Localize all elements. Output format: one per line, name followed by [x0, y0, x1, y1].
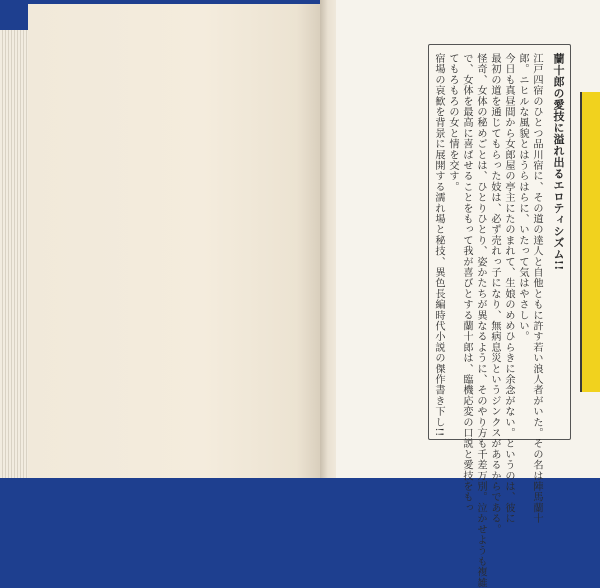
blurb-line: 宿場の哀歓を背景に展開する濡れ場と秘技、異色長編時代小説の傑作書き下し!! [433, 53, 444, 437]
cover-flap-edge [580, 92, 600, 392]
blurb-headline: 蘭十郎の愛技に溢れ出るエロティシズム!! [552, 53, 565, 271]
blurb-line: てもろもろの女と情を交す。 [447, 53, 458, 193]
blurb-line: 最初の道を通じてもらった妓は、必ず売れっ子になり、無病息災というジンクスがあるからである。 [489, 53, 500, 535]
blank-left-page [28, 4, 320, 478]
blurb-line: 今日も真昼間から女郎屋の亭主にたのまれて、生娘のめめひらきに余念がない。というのは、彼に [503, 53, 514, 524]
blurb-line: 怪奇、女体の秘めごとは、ひとりひとり、姿かたちが異なるように、そのやり方も千差万別。泣かせようも複雑 [475, 53, 486, 588]
blurb-line: 郎。ニヒルな風貌とはうらはらに、いたって気はやさしい。 [517, 53, 528, 342]
blurb-columns [432, 53, 565, 588]
blurb-line: で、女体を最高に喜ばせることをもって我が喜びとする蘭十郎は、臨機応変の口説と愛技をもっ [461, 53, 472, 514]
page-stack-edge [0, 30, 30, 478]
blurb-line: 江戸四宿のひとつ品川宿に、その道の達人と自他ともに許す若い浪人者がいた。その名は陣馬蘭十 [531, 53, 542, 524]
blurb-box [428, 44, 571, 588]
